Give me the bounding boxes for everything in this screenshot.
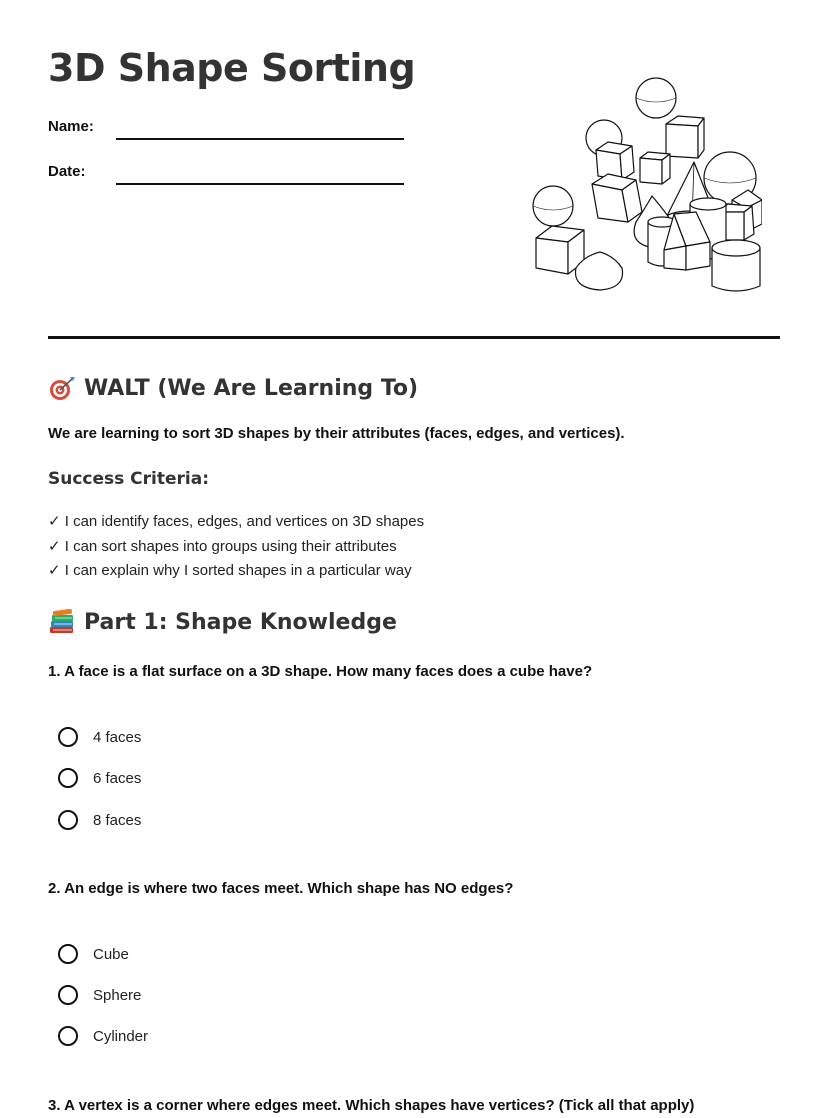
question-1: 1. A face is a flat surface on a 3D shape. How many faces does a cube have? — [48, 663, 593, 680]
date-label: Date: — [48, 163, 86, 180]
radio-button[interactable] — [58, 768, 78, 788]
walt-statement: We are learning to sort 3D shapes by their attributes (faces, edges, and vertices). — [48, 425, 625, 442]
radio-button[interactable] — [58, 727, 78, 747]
criteria-item: ✓ I can explain why I sorted shapes in a particular way — [48, 562, 412, 579]
radio-button[interactable] — [58, 1026, 78, 1046]
radio-button[interactable] — [58, 810, 78, 830]
success-criteria-heading: Success Criteria: — [48, 469, 210, 489]
date-field[interactable] — [116, 183, 404, 185]
q1-option-8-faces[interactable] — [58, 808, 141, 832]
option-label: Cylinder — [93, 1027, 149, 1045]
worksheet-page — [48, 0, 780, 1118]
q2-option-cylinder[interactable] — [58, 1024, 148, 1048]
target-icon — [48, 375, 76, 401]
q2-option-cube[interactable] — [58, 942, 129, 966]
q1-option-6-faces[interactable] — [58, 766, 141, 790]
q1-option-4-faces[interactable] — [58, 725, 141, 749]
success-criteria-list — [48, 511, 424, 585]
3d-shapes-illustration — [532, 72, 762, 298]
walt-heading-text: WALT (We Are Learning To) — [84, 375, 419, 401]
walt-heading — [48, 375, 418, 401]
name-label: Name: — [48, 118, 94, 135]
section-divider — [48, 336, 780, 339]
option-label: 4 faces — [93, 728, 142, 746]
question-2: 2. An edge is where two faces meet. Which shape has NO edges? — [48, 880, 514, 897]
question-3: 3. A vertex is a corner where edges meet. Which shapes have vertices? (Tick all that apply) — [48, 1097, 695, 1114]
option-label: 6 faces — [93, 769, 142, 787]
radio-button[interactable] — [58, 944, 78, 964]
part1-heading — [48, 609, 397, 635]
radio-button[interactable] — [58, 985, 78, 1005]
part1-heading-text: Part 1: Shape Knowledge — [84, 609, 397, 635]
name-field[interactable] — [116, 138, 404, 140]
worksheet-title: 3D Shape Sorting — [48, 46, 416, 90]
books-icon — [48, 609, 76, 635]
option-label: 8 faces — [93, 811, 142, 829]
q2-option-sphere[interactable] — [58, 983, 141, 1007]
criteria-item: ✓ I can sort shapes into groups using their attributes — [48, 537, 397, 555]
option-label: Cube — [93, 945, 129, 963]
option-label: Sphere — [93, 986, 142, 1004]
criteria-item: ✓ I can identify faces, edges, and vertices on 3D shapes — [48, 513, 425, 530]
